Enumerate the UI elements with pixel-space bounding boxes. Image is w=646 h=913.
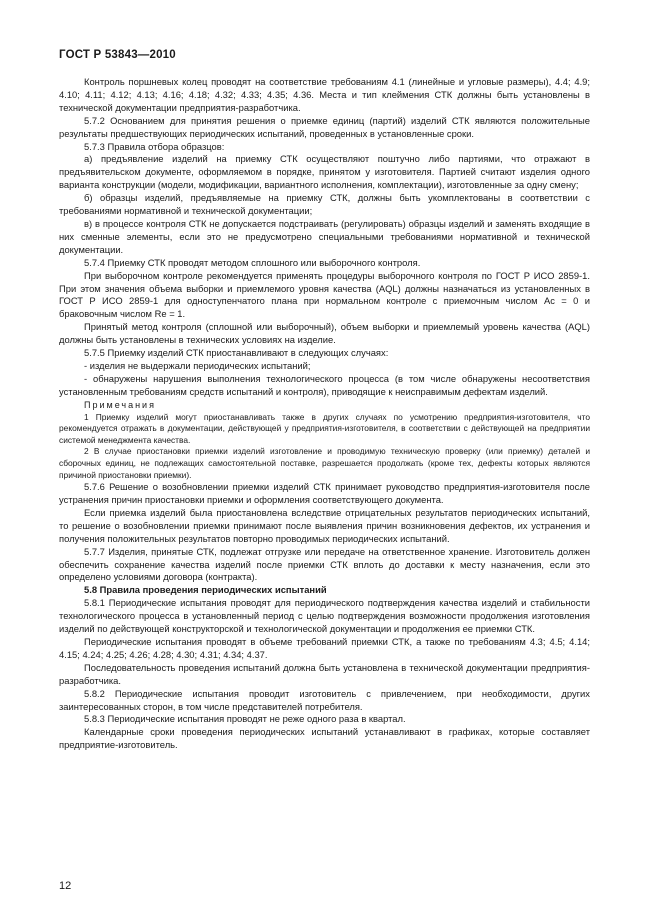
- list-item: в) в процессе контроля СТК не допускается подстраивать (регулировать) образцы изделий и заменять входящие в них сменные элементы, если это не предусмотрено специальными требованиями нормативной и технической документации.: [59, 217, 590, 255]
- list-item: - изделия не выдержали периодических испытаний;: [84, 359, 311, 371]
- note-item: 1 Приемку изделий могут приостанавливать также в других случаях по усмотрению предприятия-изготовителя, что рекомендуется отражать в документации, действующей у предприятия-изготовителя, в соответствии с действующей на предприятии системой менеджмента качества.: [59, 411, 590, 445]
- paragraph: 5.8.1 Периодические испытания проводят для периодического подтверждения качества изделий и стабильности технологического процесса в установленный период с целью подтверждения возможности продолжения изготовления изделий по действующей конструкторской и технологической документации и продолжения ее приемки СТК.: [59, 597, 590, 635]
- page-number: 12: [59, 880, 72, 892]
- paragraph: 5.7.6 Решение о возобновлении приемки изделий СТК принимает руководство предприятия-изготовителя после устранения причин приостановки приемки и оформления соответствующего документа.: [59, 481, 590, 506]
- paragraph: Принятый метод контроля (сплошной или выборочный), объем выборки и приемлемый уровень качества (AQL) должны быть установлены в технических условиях на изделие.: [59, 321, 590, 346]
- section-heading: 5.8 Правила проведения периодических испытаний: [84, 584, 327, 596]
- list-item: - обнаружены нарушения выполнения технологического процесса (в том числе обнаружены несоответствия установленным требованиям средств испытаний и контроля), приводящие к неисправимым дефектам изделий.: [59, 372, 590, 397]
- paragraph: 5.8.2 Периодические испытания проводит изготовитель с привлечением, при необходимости, других заинтересованных сторон, в том числе представителей потребителя.: [59, 687, 590, 712]
- paragraph: 5.7.2 Основанием для принятия решения о приемке единиц (партий) изделий СТК являются положительные результаты предшествующих периодических испытаний, проведенных в установленные сроки.: [59, 114, 590, 139]
- paragraph: 5.7.3 Правила отбора образцов:: [84, 140, 225, 152]
- paragraph: При выборочном контроле рекомендуется применять процедуры выборочного контроля по ГОСТ Р ИСО 2859-1. При этом значения объема выборки и приемлемого уровня качества (AQL) должны назначаться из установленных в ГОСТ Р ИСО 2859-1 для одноступенчатого плана при нормальном контроле с приемочным числом Ac = 0 и браковочным числом Re = 1.: [59, 269, 590, 320]
- notes-heading: Примечания: [84, 399, 156, 410]
- document-header: ГОСТ Р 53843—2010: [59, 49, 176, 61]
- note-item: 2 В случае приостановки приемки изделий изготовление и проводимую техническую проверку (или приемку) деталей и сборочных единиц, не подлежащих самостоятельной поставке, разрешается продолжать (кроме тех, дефекты которых являются причиной приостановки приемки).: [59, 446, 590, 480]
- list-item: б) образцы изделий, предъявляемые на приемку СТК, должны быть укомплектованы в соответствии с требованиями нормативной и технической документации;: [59, 192, 590, 217]
- paragraph: Последовательность проведения испытаний должна быть установлена в технической документации предприятия-разработчика.: [59, 661, 590, 686]
- list-item: а) предъявление изделий на приемку СТК осуществляют поштучно либо партиями, что отражают в предъявительском документе, оформляемом в порядке, принятом у изготовителя. Партией считают изделия одного варианта конструкции (модели, модификации, вариантного исполнения, комплектации), изготовленные за одну смену;: [59, 153, 590, 191]
- paragraph: 5.7.4 Приемку СТК проводят методом сплошного или выборочного контроля.: [84, 256, 421, 268]
- paragraph: 5.8.3 Периодические испытания проводят не реже одного раза в квартал.: [84, 713, 406, 725]
- paragraph: Если приемка изделий была приостановлена вследствие отрицательных результатов периодических испытаний, то решение о возобновлении приемки принимают после выявления причин возникновения дефектов, их устранения и получения положительных результатов повторно проводимых периодических испытаний.: [59, 506, 590, 544]
- paragraph: 5.7.5 Приемку изделий СТК приостанавливают в следующих случаях:: [84, 347, 389, 359]
- paragraph: 5.7.7 Изделия, принятые СТК, подлежат отгрузке или передаче на ответственное хранение. Изготовитель должен обеспечить сохранение качества изделий после приемки СТК вплоть до доставки к месту назначения, если это определено условиями договора (контракта).: [59, 545, 590, 583]
- document-body: [59, 76, 590, 752]
- paragraph: Календарные сроки проведения периодических испытаний устанавливают в графиках, которые составляет предприятие-изготовитель.: [59, 726, 590, 751]
- paragraph: Контроль поршневых колец проводят на соответствие требованиям 4.1 (линейные и угловые размеры), 4.4; 4.9; 4.10; 4.11; 4.12; 4.13; 4.16; 4.18; 4.32; 4.33; 4.35; 4.36. Места и тип клеймения СТК должны быть установлены в технической документации предприятия-разработчика.: [59, 76, 590, 113]
- paragraph: Периодические испытания проводят в объеме требований приемки СТК, а также по требованиям 4.3; 4.5; 4.14; 4.15; 4.24; 4.25; 4.26; 4.28; 4.30; 4.31; 4.34; 4.37.: [59, 636, 590, 660]
